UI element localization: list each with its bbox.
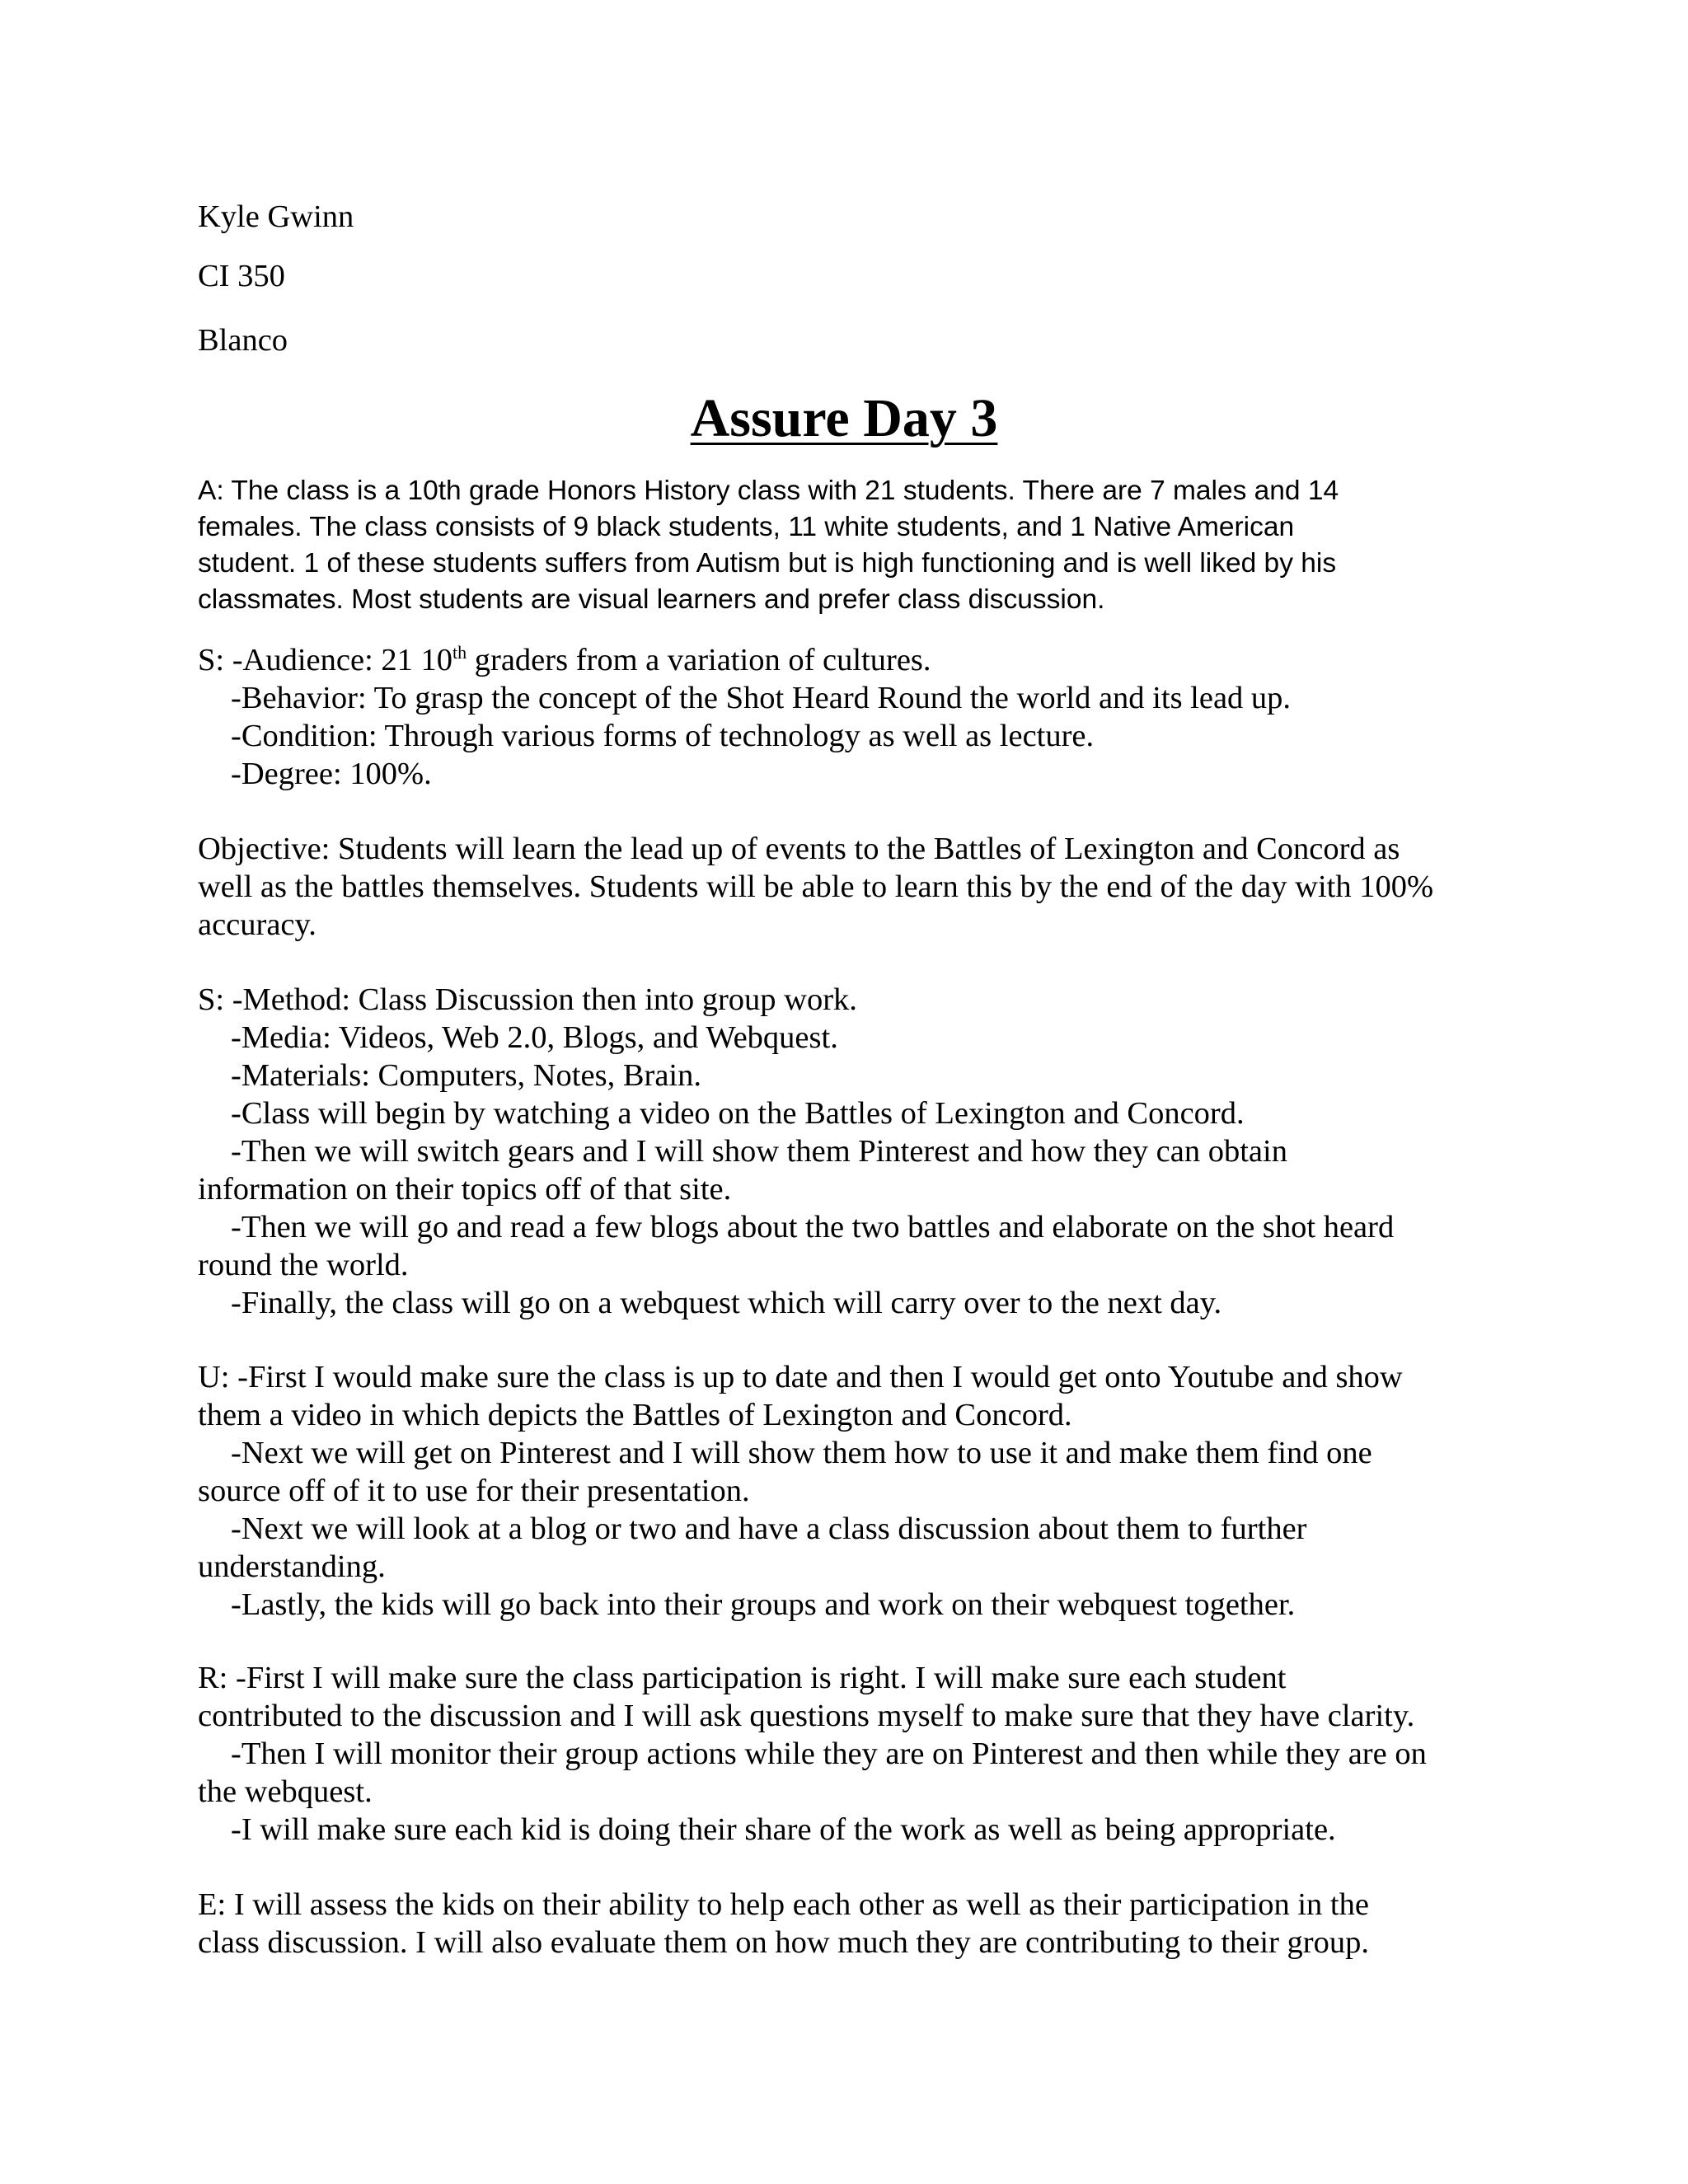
require-line: the webquest. (198, 1774, 373, 1809)
analyze-line: classmates. Most students are visual learners and prefer class discussion. (198, 584, 1105, 615)
objective-line: well as the battles themselves. Students will be able to learn this by the end of the day with 100% (198, 869, 1434, 904)
course-code: CI 350 (198, 259, 285, 293)
select-line: -Class will begin by watching a video on the Battles of Lexington and Concord. (231, 1096, 1245, 1131)
select-line: information on their topics off of that site. (198, 1172, 732, 1207)
audience-prefix: S: -Audience: 21 10 (198, 643, 453, 677)
analyze-line: A: The class is a 10th grade Honors History class with 21 students. There are 7 males and 14 (198, 476, 1339, 506)
utilize-line: U: -First I would make sure the class is up to date and then I would get onto Youtube and show (198, 1360, 1403, 1394)
select-line: S: -Method: Class Discussion then into group work. (198, 982, 857, 1017)
require-section (198, 1659, 1550, 1849)
analyze-line: student. 1 of these students suffers from Autism but is high functioning and is well liked by his (198, 548, 1337, 579)
audience-suffix: graders from a variation of cultures. (467, 643, 931, 677)
select-line: -Materials: Computers, Notes, Brain. (231, 1058, 701, 1093)
utilize-line: -Next we will look at a blog or two and have a class discussion about them to further (231, 1511, 1307, 1546)
utilize-line: -Lastly, the kids will go back into their groups and work on their webquest together. (231, 1587, 1296, 1622)
evaluate-line: E: I will assess the kids on their ability to help each other as well as their participation in the (198, 1887, 1369, 1922)
utilize-line: -Next we will get on Pinterest and I will show them how to use it and make them find one (231, 1436, 1372, 1470)
objective-section (198, 830, 1550, 944)
require-line: -I will make sure each kid is doing their share of the work as well as being appropriate. (231, 1812, 1336, 1847)
author-name: Kyle Gwinn (198, 199, 354, 234)
select-line: round the world. (198, 1248, 409, 1282)
degree-line: -Degree: 100%. (231, 757, 432, 791)
objective-line: Objective: Students will learn the lead up of events to the Battles of Lexington and Concord as (198, 832, 1400, 866)
require-line: -Then I will monitor their group actions while they are on Pinterest and then while they are on (231, 1736, 1427, 1771)
utilize-section (198, 1358, 1550, 1624)
select-line: -Media: Videos, Web 2.0, Blogs, and Webquest. (231, 1020, 838, 1055)
objective-line: accuracy. (198, 907, 316, 942)
audience-line (198, 641, 1550, 679)
instructor-name: Blanco (198, 323, 288, 358)
select-line: -Finally, the class will go on a webquest which will carry over to the next day. (231, 1286, 1222, 1320)
evaluate-section (198, 1886, 1550, 1961)
select-line: -Then we will go and read a few blogs about the two battles and elaborate on the shot heard (231, 1210, 1395, 1244)
utilize-line: them a video in which depicts the Battles of Lexington and Concord. (198, 1398, 1072, 1432)
analyze-section (198, 473, 1550, 618)
utilize-line: source off of it to use for their presentation. (198, 1474, 750, 1508)
document-title: Assure Day 3 (690, 388, 998, 448)
audience-superscript: th (452, 642, 467, 663)
analyze-line: females. The class consists of 9 black students, 11 white students, and 1 Native American (198, 512, 1295, 542)
evaluate-line: class discussion. I will also evaluate them on how much they are contributing to their group. (198, 1925, 1369, 1960)
state-objectives-section (198, 641, 1550, 793)
require-line: contributed to the discussion and I will ask questions myself to make sure that they have clarity. (198, 1699, 1415, 1733)
behavior-line: -Behavior: To grasp the concept of the Shot Heard Round the world and its lead up. (231, 681, 1292, 715)
require-line: R: -First I will make sure the class participation is right. I will make sure each student (198, 1661, 1287, 1695)
condition-line: -Condition: Through various forms of technology as well as lecture. (231, 719, 1095, 753)
select-section (198, 981, 1550, 1322)
select-line: -Then we will switch gears and I will show them Pinterest and how they can obtain (231, 1134, 1287, 1169)
utilize-line: understanding. (198, 1549, 386, 1584)
